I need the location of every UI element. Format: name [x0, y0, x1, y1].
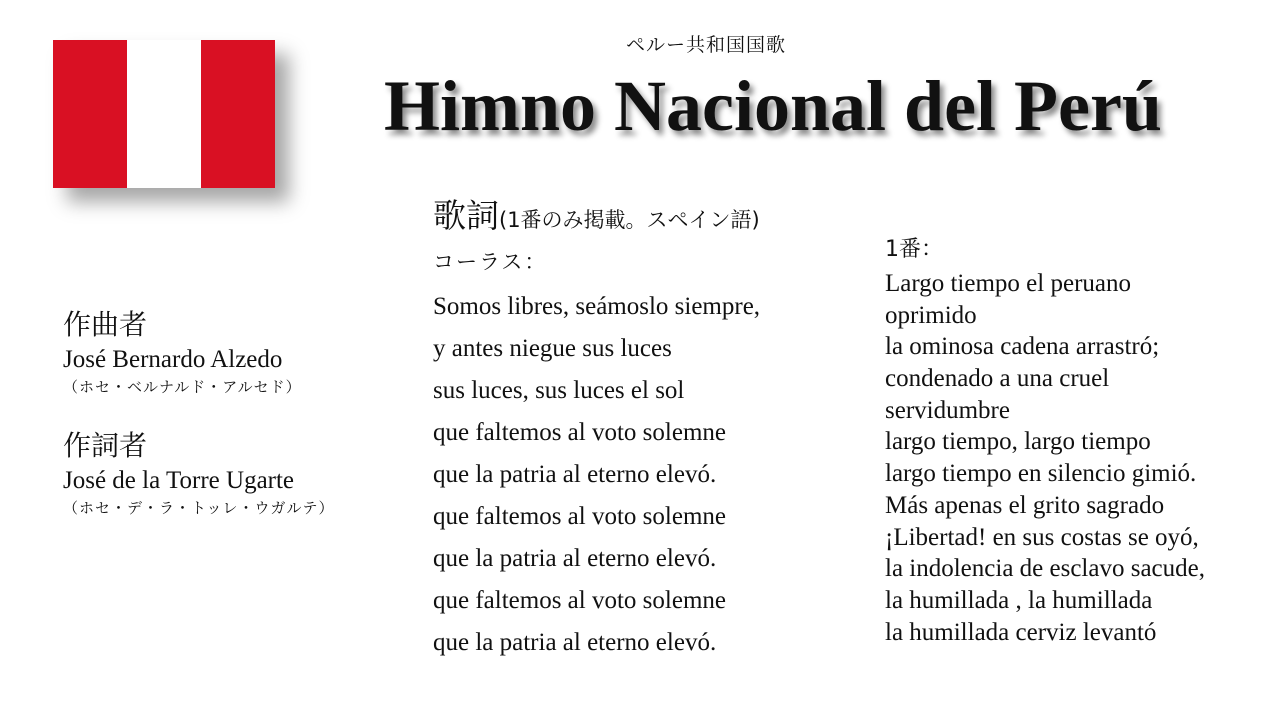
- composer-name: José Bernardo Alzedo: [63, 346, 283, 373]
- verse-line: servidumbre: [885, 396, 1010, 424]
- lyricist-kana: （ホセ・デ・ラ・トッレ・ウガルテ）: [63, 499, 335, 517]
- verse-line: la humillada cerviz levantó: [885, 618, 1157, 646]
- verse-line: la humillada , la humillada: [885, 586, 1153, 614]
- lyrics-heading-note: (1番のみ掲載。スペイン語): [499, 208, 760, 232]
- chorus-line: que la patria al eterno elevó.: [433, 629, 717, 656]
- flag-band-center: [127, 40, 201, 188]
- verse-label: 1番：: [885, 237, 943, 262]
- chorus-line: que la patria al eterno elevó.: [433, 545, 717, 572]
- composer-kana: （ホセ・ベルナルド・アルセド）: [63, 378, 302, 396]
- flag-band-left: [53, 40, 127, 188]
- peru-flag: [53, 40, 275, 188]
- verse-line: condenado a una cruel: [885, 365, 1110, 393]
- page-subtitle: ペルー共和国国歌: [625, 34, 786, 56]
- lyricist-name: José de la Torre Ugarte: [63, 467, 295, 494]
- lyrics-heading-title: 歌詞: [433, 196, 499, 235]
- chorus-line: y antes niegue sus luces: [433, 335, 672, 362]
- composer-role: 作曲者: [63, 308, 148, 341]
- verse-line: oprimido: [885, 301, 977, 329]
- chorus-line: que faltemos al voto solemne: [433, 419, 726, 446]
- composer-block: [63, 305, 363, 400]
- verse-line: Largo tiempo el peruano: [885, 270, 1131, 297]
- chorus-line: Somos libres, seámoslo siempre,: [433, 293, 761, 320]
- verse-line: la ominosa cadena arrastró;: [885, 333, 1160, 361]
- verse-line: ¡Libertad! en sus costas se oyó,: [885, 523, 1199, 551]
- chorus-lines: [433, 286, 760, 664]
- lyricist-role: 作詞者: [63, 429, 148, 462]
- lyrics-heading: [433, 190, 760, 237]
- chorus-line: que la patria al eterno elevó.: [433, 461, 717, 488]
- verse-line: la indolencia de esclavo sacude,: [885, 555, 1205, 583]
- page-title: Himno Nacional del Perú: [384, 66, 1162, 146]
- chorus-label: コーラス：: [433, 250, 548, 274]
- verse-line: Más apenas el grito sagrado: [885, 491, 1165, 519]
- lyricist-block: [63, 426, 363, 521]
- chorus-line: que faltemos al voto solemne: [433, 587, 726, 614]
- verse-lines: [885, 268, 1205, 648]
- verse-line: largo tiempo, largo tiempo: [885, 428, 1151, 456]
- flag-band-right: [201, 40, 275, 188]
- chorus-line: sus luces, sus luces el sol: [433, 377, 685, 404]
- verse-line: largo tiempo en silencio gimió.: [885, 460, 1197, 488]
- chorus-line: que faltemos al voto solemne: [433, 503, 726, 530]
- credits-section: [63, 305, 363, 547]
